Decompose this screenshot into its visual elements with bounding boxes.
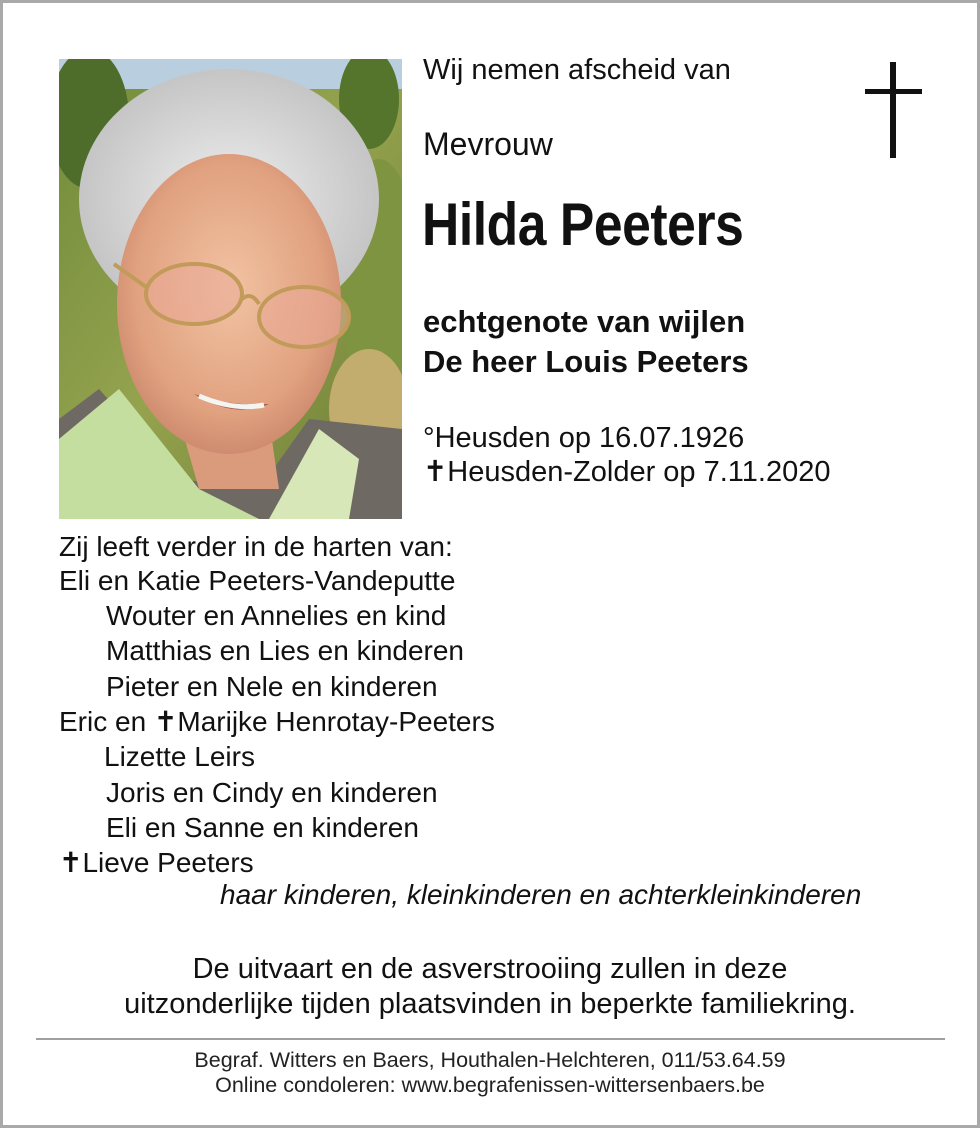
spouse-line-1: echtgenote van wijlen (423, 304, 746, 339)
survivor-line: ✝Lieve Peeters (59, 847, 254, 878)
survivor-line: Matthias en Lies en kinderen (106, 635, 464, 666)
spouse-line-2: De heer Louis Peeters (423, 344, 749, 379)
birth-date: °Heusden op 16.07.1926 (423, 422, 745, 454)
survivor-line: Joris en Cindy en kinderen (106, 777, 438, 808)
funeral-notice-line-2: uitzonderlijke tijden plaatsvinden in beperkte familiekring. (124, 988, 856, 1020)
survivors-heading: Zij leeft verder in de harten van: (59, 531, 453, 562)
survivor-line: Eli en Sanne en kinderen (106, 812, 419, 843)
condolence-link[interactable]: Online condoleren: www.begrafenissen-wittersenbaers.be (215, 1073, 765, 1097)
deceased-name: Hilda Peeters (422, 191, 744, 258)
death-date: ✝Heusden-Zolder op 7.11.2020 (423, 456, 831, 488)
latin-cross-icon (865, 62, 922, 158)
honorific: Mevrouw (423, 126, 553, 162)
intro-text: Wij nemen afscheid van (423, 54, 731, 86)
funeral-notice-line-1: De uitvaart en de asverstrooiing zullen in deze (192, 953, 788, 985)
survivor-line: Wouter en Annelies en kind (106, 600, 447, 631)
family-closing: haar kinderen, kleinkinderen en achterkleinkinderen (220, 879, 862, 910)
survivor-line: Lizette Leirs (104, 741, 255, 772)
divider (36, 1038, 945, 1040)
portrait-photo (59, 59, 402, 519)
survivor-line: Eric en ✝Marijke Henrotay-Peeters (59, 706, 495, 737)
survivor-line: Pieter en Nele en kinderen (106, 671, 438, 702)
survivor-line: Eli en Katie Peeters-Vandeputte (59, 565, 456, 596)
funeral-home-info: Begraf. Witters en Baers, Houthalen-Helchteren, 011/53.64.59 (194, 1048, 786, 1072)
